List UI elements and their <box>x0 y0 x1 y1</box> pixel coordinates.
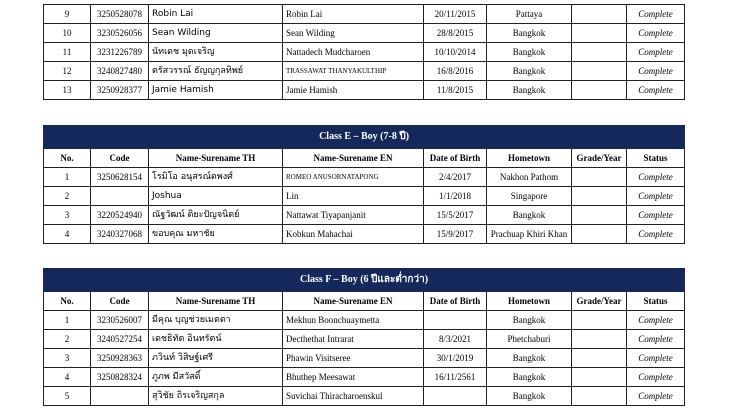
grade-cell <box>572 62 627 81</box>
column-header: Status <box>627 149 685 168</box>
table-body <box>44 168 685 244</box>
hometown-cell: Singapore <box>487 187 572 206</box>
table-row <box>44 311 685 330</box>
table-row <box>44 187 685 206</box>
table-body <box>44 311 685 406</box>
dob-cell: 16/11/2561 <box>424 368 487 387</box>
name-en-cell: Bhuthep Meesawat <box>283 368 424 387</box>
status-cell: Complete <box>627 81 685 100</box>
name-th-cell: มีคุณ บุญช่วยเมตตา <box>149 311 283 330</box>
code-cell: 3230526056 <box>91 24 149 43</box>
column-header: Code <box>91 149 149 168</box>
header-row <box>44 292 685 311</box>
status-cell: Complete <box>627 62 685 81</box>
code-cell: 3231226789 <box>91 43 149 62</box>
hometown-cell: Bangkok <box>487 43 572 62</box>
name-en-cell: Suvichai Thiracharoenskul <box>283 387 424 406</box>
row-number: 9 <box>44 5 91 24</box>
name-th-cell: Jamie Hamish <box>149 81 283 100</box>
name-th-cell: Joshua <box>149 187 283 206</box>
grade-cell <box>572 387 627 406</box>
status-cell: Complete <box>627 168 685 187</box>
status-cell: Complete <box>627 187 685 206</box>
grade-cell <box>572 168 627 187</box>
code-cell: 3250928363 <box>91 349 149 368</box>
row-number: 10 <box>44 24 91 43</box>
code-cell: 3250528078 <box>91 5 149 24</box>
name-en-cell: Nattawat Tiyapanjanit <box>283 206 424 225</box>
row-number: 4 <box>44 368 91 387</box>
grade-cell <box>572 311 627 330</box>
grade-cell <box>572 43 627 62</box>
name-th-cell: โรมิโอ อนุสรณ์ตพงศ์ <box>149 168 283 187</box>
grade-cell <box>572 330 627 349</box>
column-header: Code <box>91 292 149 311</box>
table-row <box>44 330 685 349</box>
status-cell: Complete <box>627 5 685 24</box>
hometown-cell: Bangkok <box>487 62 572 81</box>
grade-cell <box>572 5 627 24</box>
dob-cell: 30/1/2019 <box>424 349 487 368</box>
code-cell: 3230526007 <box>91 311 149 330</box>
name-en-cell: Decthethat Intrarat <box>283 330 424 349</box>
code-cell <box>91 187 149 206</box>
hometown-cell: Pattaya <box>487 5 572 24</box>
row-number: 2 <box>44 330 91 349</box>
name-en-cell: Jamie Hamish <box>283 81 424 100</box>
row-number: 4 <box>44 225 91 244</box>
table-class-d-continued <box>43 4 685 100</box>
name-th-cell: นัทเดช มุดเจริญ <box>149 43 283 62</box>
hometown-cell: Bangkok <box>487 349 572 368</box>
name-en-cell: Phawin Visitseree <box>283 349 424 368</box>
dob-cell <box>424 311 487 330</box>
table-row <box>44 387 685 406</box>
row-number: 1 <box>44 311 91 330</box>
table-body <box>44 5 685 100</box>
grade-cell <box>572 187 627 206</box>
table-row <box>44 24 685 43</box>
column-header: Name-Surename TH <box>149 292 283 311</box>
status-cell: Complete <box>627 225 685 244</box>
row-number: 3 <box>44 349 91 368</box>
name-th-cell: Sean Wilding <box>149 24 283 43</box>
code-cell: 3250928377 <box>91 81 149 100</box>
name-th-cell: เดชธิทัต อินทรัตน์ <box>149 330 283 349</box>
code-cell <box>91 387 149 406</box>
name-th-cell: สุวิชัย ถิรเจริญสกุล <box>149 387 283 406</box>
column-header: Grade/Year <box>572 149 627 168</box>
table-row <box>44 225 685 244</box>
table-row <box>44 168 685 187</box>
name-en-cell: Sean Wilding <box>283 24 424 43</box>
column-header: Name-Surename EN <box>283 149 424 168</box>
table-row <box>44 81 685 100</box>
hometown-cell: Prachuap Khiri Khan <box>487 225 572 244</box>
status-cell: Complete <box>627 349 685 368</box>
grade-cell <box>572 225 627 244</box>
dob-cell: 1/1/2018 <box>424 187 487 206</box>
name-en-cell: Kobkun Mahachai <box>283 225 424 244</box>
column-header: Grade/Year <box>572 292 627 311</box>
status-cell: Complete <box>627 24 685 43</box>
table-row <box>44 368 685 387</box>
code-cell: 3250828324 <box>91 368 149 387</box>
dob-cell: 15/9/2017 <box>424 225 487 244</box>
row-number: 11 <box>44 43 91 62</box>
status-cell: Complete <box>627 330 685 349</box>
dob-cell: 8/3/2021 <box>424 330 487 349</box>
name-th-cell: ตรัสวรรณ์ ธัญญกุลทิพย์ <box>149 62 283 81</box>
status-cell: Complete <box>627 43 685 62</box>
name-en-cell: Mekhun Boonchuaymetta <box>283 311 424 330</box>
row-number: 1 <box>44 168 91 187</box>
dob-cell: 28/8/2015 <box>424 24 487 43</box>
dob-cell: 16/8/2016 <box>424 62 487 81</box>
grade-cell <box>572 206 627 225</box>
name-th-cell: Robin Lai <box>149 5 283 24</box>
column-header: Name-Surename EN <box>283 292 424 311</box>
code-cell: 3250628154 <box>91 168 149 187</box>
grade-cell <box>572 81 627 100</box>
hometown-cell: Bangkok <box>487 24 572 43</box>
table-row <box>44 62 685 81</box>
code-cell: 3240327068 <box>91 225 149 244</box>
row-number: 12 <box>44 62 91 81</box>
hometown-cell: Nakhon Pathom <box>487 168 572 187</box>
row-number: 13 <box>44 81 91 100</box>
dob-cell: 15/5/2017 <box>424 206 487 225</box>
code-cell: 3240527254 <box>91 330 149 349</box>
dob-cell: 10/10/2014 <box>424 43 487 62</box>
name-en-cell: Robin Lai <box>283 5 424 24</box>
dob-cell: 11/8/2015 <box>424 81 487 100</box>
header-row <box>44 149 685 168</box>
class-e-title: Class E – Boy (7-8 ปี) <box>44 126 685 149</box>
status-cell: Complete <box>627 368 685 387</box>
class-f-title: Class F – Boy (6 ปีและต่ำกว่า) <box>44 269 685 292</box>
name-en-cell: Nattadech Mudcharoen <box>283 43 424 62</box>
code-cell: 3240827480 <box>91 62 149 81</box>
hometown-cell: Bangkok <box>487 206 572 225</box>
column-header: Status <box>627 292 685 311</box>
hometown-cell: Bangkok <box>487 368 572 387</box>
column-header: No. <box>44 292 91 311</box>
code-cell: 3220524940 <box>91 206 149 225</box>
column-header: Hometown <box>487 292 572 311</box>
dob-cell <box>424 387 487 406</box>
hometown-cell: Phetchaburi <box>487 330 572 349</box>
row-number: 3 <box>44 206 91 225</box>
table-row <box>44 349 685 368</box>
table-row <box>44 43 685 62</box>
name-en-cell: ROMEO ANUSORNATAPONG <box>283 168 424 187</box>
column-header: No. <box>44 149 91 168</box>
dob-cell: 2/4/2017 <box>424 168 487 187</box>
table-class-e <box>43 125 685 244</box>
column-header: Date of Birth <box>424 149 487 168</box>
name-en-cell: TRASSAWAT THANYAKULTHIP <box>283 62 424 81</box>
name-en-cell: Lin <box>283 187 424 206</box>
column-header: Name-Surename TH <box>149 149 283 168</box>
table-row <box>44 206 685 225</box>
grade-cell <box>572 24 627 43</box>
grade-cell <box>572 349 627 368</box>
column-header: Hometown <box>487 149 572 168</box>
status-cell: Complete <box>627 387 685 406</box>
status-cell: Complete <box>627 311 685 330</box>
name-th-cell: ภูภพ มีสวัสดิ์ <box>149 368 283 387</box>
column-header: Date of Birth <box>424 292 487 311</box>
name-th-cell: ณัฐวัฒน์ ติยะปัญจนิตย์ <box>149 206 283 225</box>
table-row <box>44 5 685 24</box>
status-cell: Complete <box>627 206 685 225</box>
name-th-cell: ขอบคุณ มหาชัย <box>149 225 283 244</box>
hometown-cell: Bangkok <box>487 81 572 100</box>
dob-cell: 20/11/2015 <box>424 5 487 24</box>
hometown-cell: Bangkok <box>487 311 572 330</box>
row-number: 5 <box>44 387 91 406</box>
grade-cell <box>572 368 627 387</box>
table-class-f <box>43 268 685 406</box>
row-number: 2 <box>44 187 91 206</box>
hometown-cell: Bangkok <box>487 387 572 406</box>
name-th-cell: ภวินท์ วิสิษฐ์เศรี <box>149 349 283 368</box>
